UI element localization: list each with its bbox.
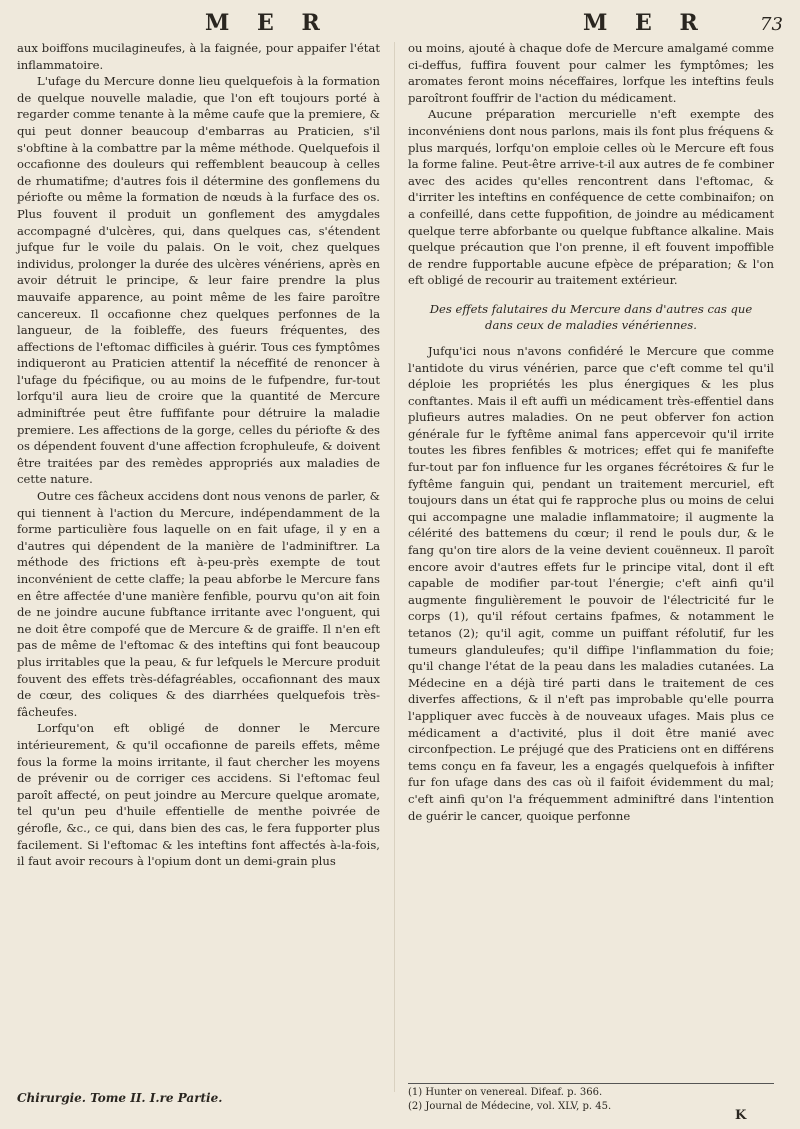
right-column [408, 40, 774, 824]
paragraph: Lorfqu'on eft obligé de donner le Mercure intérieurement, & qu'il occafionne de pareils effets, même fous la forme la moins irritante, il faut chercher les moyens de prévenir ou de corriger ces accidens. Si l'eftomac feul paroît affecté, on peut joindre au Mercure quelque aromate, tel qu'un peu d'huile effentielle de menthe poivrée de gérofle, &c., ce qui, dans bien des cas, le fera fupporter plus facilement. Si l'eftomac & les inteftins font affectés à-la-fois, il faut avoir recours à l'opium dont un demi-grain plus [17, 721, 380, 869]
paragraph: Outre ces fâcheux accidens dont nous venons de parler, & qui tiennent à l'action du Mercure, indépendamment de la forme particulière fous laquelle on en fait ufage, il y en a d'autres qui dépendent de la manière de l'adminiftrer. La méthode des frictions eft à-peu-près exempte de tout inconvénient de cette claffe; la peau abforbe le Mercure fans en être affectée d'une manière fenfible, pourvu qu'on ait foin de ne joindre aucune fubftance irritante avec l'onguent, qui ne doit être compofé que de Mercure & de graiffe. Il n'en eft pas de même de l'eftomac & des inteftins qui font beaucoup plus irritables que la peau, & fur lefquels le Mercure produit fouvent des effets très-défagréables, occafionnant des maux de cœur, des coliques & des diarrhées quelquefois très-fâcheufes. [17, 489, 380, 719]
volume-footer: Chirurgie. Tome II. I.re Partie. [17, 1091, 223, 1105]
running-header-right: M E R [583, 10, 708, 36]
column-gutter [394, 42, 395, 1092]
paragraph: L'ufage du Mercure donne lieu quelquefois à la formation de quelque nouvelle maladie, que l'on eft toujours porté à regarder comme tenante à la même caufe que la premiere, & qui peut donner beaucoup d'embarras au Praticien, s'il s'obftine à la combattre par la même méthode. Quelquefois il occafionne des douleurs qui reffemblent beaucoup à celles de rhumatifme; d'autres fois il détermine des gonflemens du périofte ou même la formation de nœuds à la furface des os. Plus fouvent il produit un gonflement des amygdales accompagné d'ulcères, qui, dans quelques cas, s'étendent jufque fur le voile du palais. On le voit, chez quelques individus, prolonger la durée des ulcères vénériens, après en avoir détruit le principe, & leur faire prendre la plus mauvaife apparence, au point même de les faire paroître cancereux. Il occafionne chez quelques perfonnes de la langueur, de la foibleffe, des fueurs fréquentes, des affections de l'eftomac difficiles à guérir. Tous ces fymptômes indiqueront au Praticien attentif la néceffité de renoncer à l'ufage du fpécifique, ou au moins de le fufpendre, fur-tout lorfqu'il aura lieu de croire que la quantité de Mercure adminiftrée peut être fuffifante pour détruire la maladie premiere. Les affections de la gorge, celles du périofte & des os dépendent fouvent d'une affection fcrophuleufe, & doivent être traitées par des remèdes appropriés aux maladies de cette nature. [17, 74, 380, 487]
left-column [17, 40, 380, 870]
paragraph: Jufqu'ici nous n'avons confidéré le Mercure que comme l'antidote du virus vénérien, parce que c'eft comme tel qu'il déploie les propriétés les plus énergiques & les plus conftantes. Mais il eft auffi un médicament très-effentiel dans plufieurs autres maladies. On ne peut obferver fon action générale fur le fyftême animal fans appercevoir qu'il irrite toutes les fibres fenfibles & motrices; effet qui fe manifefte fur-tout par fon influence fur les organes fécrétoires & fur le fyftême fanguin qui, pendant un traitement mercuriel, eft toujours dans un état qui fe rapproche plus ou moins de celui qui accompagne une maladie inflammatoire; il augmente la célérité des battemens du cœur; il rend le pouls dur, & le fang qu'on tire alors de la veine devient couënneux. Il paroît encore avoir d'autres effets fur le principe vital, dont il eft capable de modifier par-tout l'énergie; c'eft ainfi qu'il augmente fingulièrement le pouvoir de l'électricité fur le corps (1), qu'il réfout certains fpafmes, & notamment le tetanos (2); qu'il agit, comme un puiffant réfolutif, fur les tumeurs glanduleufes; qu'il diffipe l'inflammation du foie; qu'il change l'état de la peau dans les maladies cutanées. La Médecine en a déjà tiré parti dans le traitement de ces diverfes affections, & il n'eft pas improbable qu'elle pourra l'appliquer avec fuccès à de nouveaux ufages. Mais plus ce médicament a d'activité, plus il doit être manié avec circonfpection. Le préjugé que des Praticiens ont en différens tems conçu en fa faveur, les a engagés quelquefois à infifter fur fon ufage dans des cas où il faifoit évidemment du mal; c'eft ainfi qu'on l'a fréquemment adminiftré dans l'intention de guérir le cancer, quoique perfonne [408, 343, 774, 823]
running-header-left: M E R [205, 10, 330, 36]
page-number: 73 [760, 14, 783, 35]
section-heading: Des effets falutaires du Mercure dans d'autres cas que dans ceux de maladies vénériennes. [429, 301, 753, 332]
paragraph: ou moins, ajouté à chaque dofe de Mercure amalgamé comme ci-deffus, fuffira fouvent pour calmer les fymptômes; les aromates feront moins néceffaires, lorfque les inteftins feuls paroîtront fouffrir de l'action du médicament. [408, 41, 774, 105]
footnote: (2) Journal de Médecine, vol. XLV, p. 45. [408, 1101, 612, 1112]
paragraph: Aucune préparation mercurielle n'eft exempte des inconvéniens dont nous parlons, mais ils font plus fréquens & plus marqués, lorfqu'on emploie celles où le Mercure eft fous la forme faline. Peut-être arrive-t-il aux autres de fe combiner avec des acides qu'elles rencontrent dans l'eftomac, & d'irriter les inteftins en conféquence de cette combinaifon; on a confeillé, dans cette fuppofition, de joindre au médicament quelque terre abforbante ou quelque fubftance alkaline. Mais quelque précaution que l'on prenne, il eft fouvent impoffible de rendre fupportable aucune efpèce de préparation; & l'on eft obligé de recourir au traitement extérieur. [408, 107, 774, 288]
footnote: (1) Hunter on venereal. Difeaf. p. 366. [408, 1087, 603, 1098]
signature-mark: K [735, 1108, 747, 1123]
footnotes [408, 1083, 774, 1114]
paragraph: aux boiffons mucilagineufes, à la faignée, pour appaifer l'état inflammatoire. [17, 41, 380, 72]
